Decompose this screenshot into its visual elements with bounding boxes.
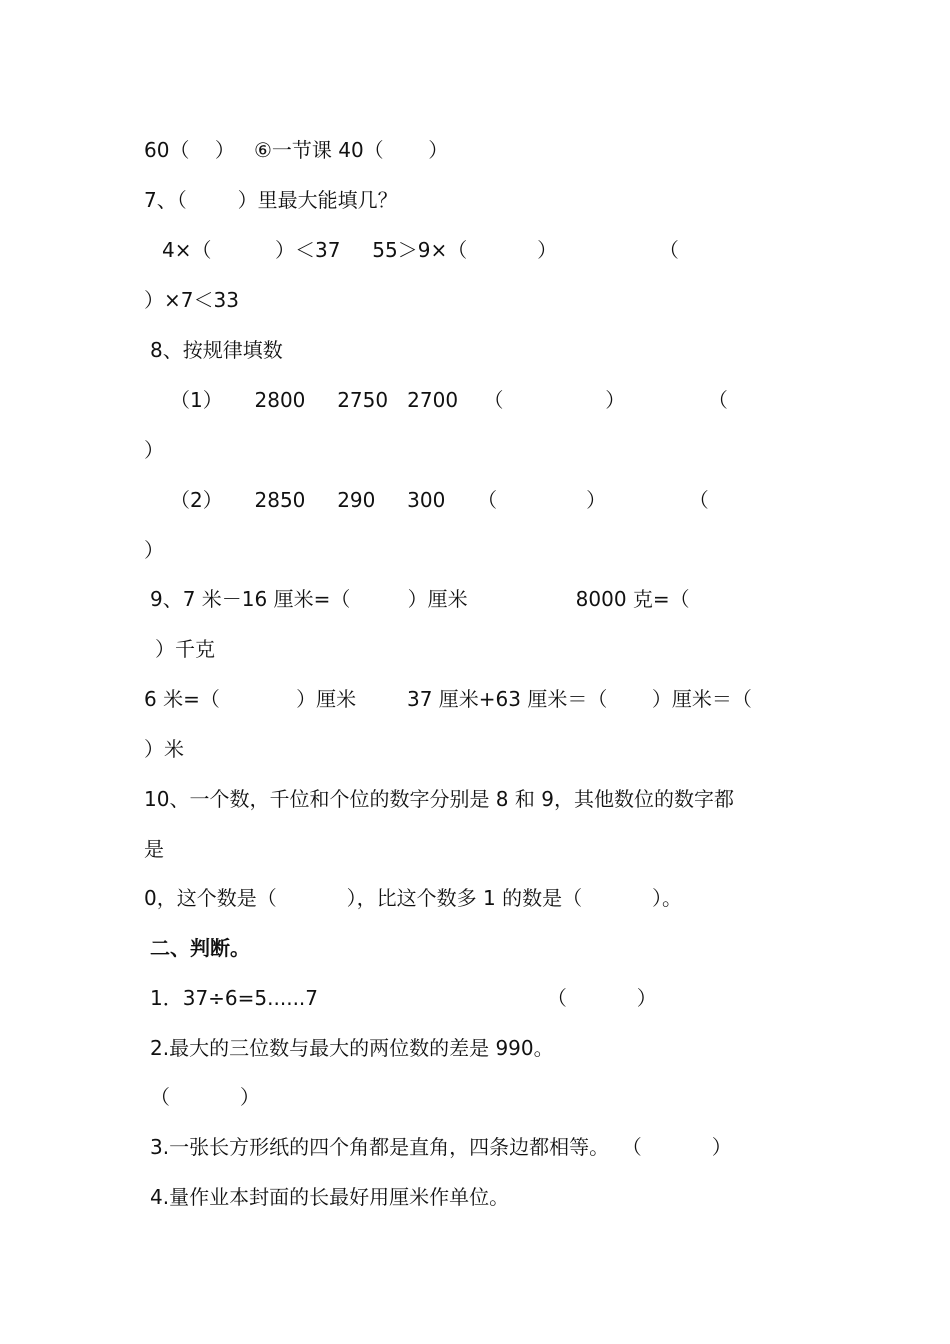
judgment-4: 4.量作业本封面的长最好用厘米作单位。 (150, 1185, 510, 1209)
judgment-2: 2.最大的三位数与最大的两位数的差是 990。 (150, 1036, 554, 1060)
question-8-part-1: （1） 2800 2750 2700 （ ） （ (170, 388, 728, 412)
question-10-line-2: 0，这个数是（ ），比这个数多 1 的数是（ ）。 (144, 886, 683, 910)
question-10-line-1: 10、一个数，千位和个位的数字分别是 8 和 9，其他数位的数字都 (144, 787, 734, 811)
question-9-line-1-wrap: ）千克 (155, 637, 215, 661)
question-8-part-1-wrap: ） (144, 438, 164, 462)
question-8-part-2: （2） 2850 290 300 （ ） （ (170, 488, 709, 512)
section-2-heading: 二、判断。 (150, 936, 250, 960)
judgment-3: 3.一张长方形纸的四个角都是直角，四条边都相等。 （ ） (150, 1135, 732, 1159)
question-9-line-2-wrap: ）米 (144, 737, 184, 761)
judgment-2-answer: （ ） (150, 1085, 260, 1109)
question-9-line-1: 9、7 米－16 厘米=（ ）厘米 8000 克=（ (150, 587, 690, 611)
judgment-1: 1．37÷6=5......7 （ ） (150, 986, 657, 1010)
question-7-items-wrap: ）×7＜33 (144, 288, 239, 312)
question-7-items: 4×（ ）＜37 55＞9×（ ） （ (162, 238, 679, 262)
question-8-part-2-wrap: ） (144, 538, 164, 562)
question-7-title: 7、（ ）里最大能填几？ (144, 188, 398, 212)
question-10-line-1-wrap: 是 (144, 837, 164, 861)
fill-blank-6-continued: 60（ ） ⑥一节课 40（ ） (144, 138, 449, 162)
question-8-title: 8、按规律填数 (150, 338, 283, 362)
question-9-line-2: 6 米=（ ）厘米 37 厘米+63 厘米＝（ ）厘米＝（ (144, 687, 752, 711)
